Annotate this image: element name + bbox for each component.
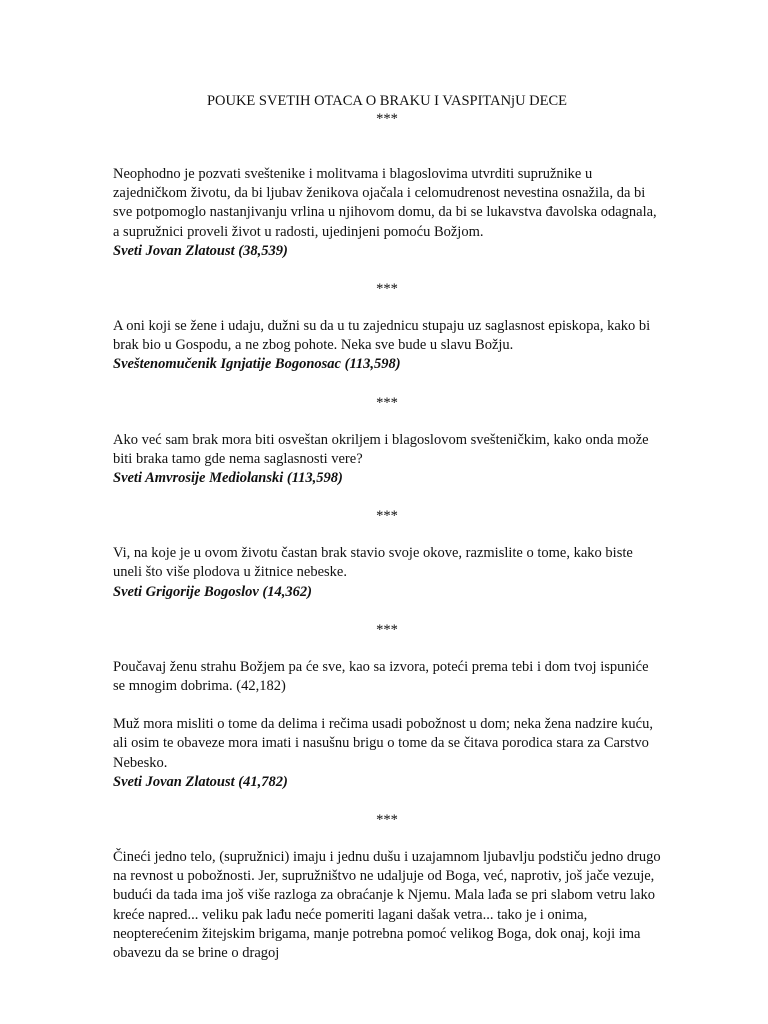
section-separator: *** xyxy=(376,812,398,829)
quote-attribution: Sveštenomučenik Ignjatije Bogonosac (113,598) xyxy=(113,356,401,373)
section-separator: *** xyxy=(376,394,398,411)
quote-attribution: Sveti Jovan Zlatoust (38,539) xyxy=(113,242,288,259)
quote-section-1 xyxy=(113,165,661,261)
quote-section-2 xyxy=(113,317,661,375)
quote-text: Neophodno je pozvati sveštenike i molitvama i blagoslovima utvrditi supružnike u zajedničkom životu, da bi ljubav ženikova ojačala i celomudrenost nevestina osnažila, da bi sve potpomoglo nastanjivanju vrlina u njihovom domu, da bi se lukavstva đavolska odagnala, a supružnici proveli život u radosti, ujedinjeni pomoću Božjom. xyxy=(113,166,657,240)
quote-section-6 xyxy=(113,848,661,963)
quote-text: Ako već sam brak mora biti osveštan okriljem i blagoslovom svešteničkim, kako onda može biti braka tamo gde nema saglasnosti vere? xyxy=(113,431,649,467)
section-separator: *** xyxy=(376,281,398,298)
quote-text: A oni koji se žene i udaju, dužni su da u tu zajednicu stupaju uz saglasnost episkopa, kako bi brak bio u Gospodu, a ne zbog pohote. Neka sve bude u slavu Božju. xyxy=(113,318,651,354)
document-page xyxy=(113,92,661,963)
quote-section-4 xyxy=(113,544,661,602)
quote-text: Vi, na koje je u ovom životu častan brak stavio svoje okove, razmislite o tome, kako biste uneli što više plodova u žitnice nebeske. xyxy=(113,545,633,581)
quote-text: Poučavaj ženu strahu Božjem pa će sve, kao sa izvora, poteći prema tebi i dom tvoj ispuniće se mnogim dobrima. (42,182) xyxy=(113,658,649,695)
quote-attribution: Sveti Jovan Zlatoust (41,782) xyxy=(113,773,288,790)
quote-attribution: Sveti Grigorije Bogoslov (14,362) xyxy=(113,583,312,600)
quote-text: Čineći jedno telo, (supružnici) imaju i jednu dušu i uzajamnom ljubavlju podstiču jedno drugo na revnost u pobožnosti. Jer, supružništvo ne udaljuje od Boga, već, naprotiv, još jače vezuje, budući da tada ima još više razloga za obraćanje k Njemu. Mala lađa se pri slabom vetru lako kreće napred... veliku pak lađu neće pomeriti lagani dašak vetra... tako je i onima, neopterećenim žitejskim brigama, manje potrebna pomoć velikog Boga, dok onaj, koji ima obavezu da se brine o dragoj xyxy=(113,849,661,962)
section-separator: *** xyxy=(376,508,398,525)
section-separator: *** xyxy=(376,621,398,638)
quote-section-3 xyxy=(113,431,661,489)
document-title: POUKE SVETIH OTACA O BRAKU I VASPITANjU DECE xyxy=(206,93,568,109)
title-separator: *** xyxy=(376,111,398,127)
quote-attribution: Sveti Amvrosije Mediolanski (113,598) xyxy=(113,470,343,487)
quote-text-continued: Muž mora misliti o tome da delima i rečima usadi pobožnost u dom; neka žena nadzire kuću, ali osim te obaveze mora imati i nasušnu brigu o tome da se čitava porodica stara za Carstvo Nebesko. xyxy=(113,716,653,771)
quote-section-5 xyxy=(113,658,661,792)
